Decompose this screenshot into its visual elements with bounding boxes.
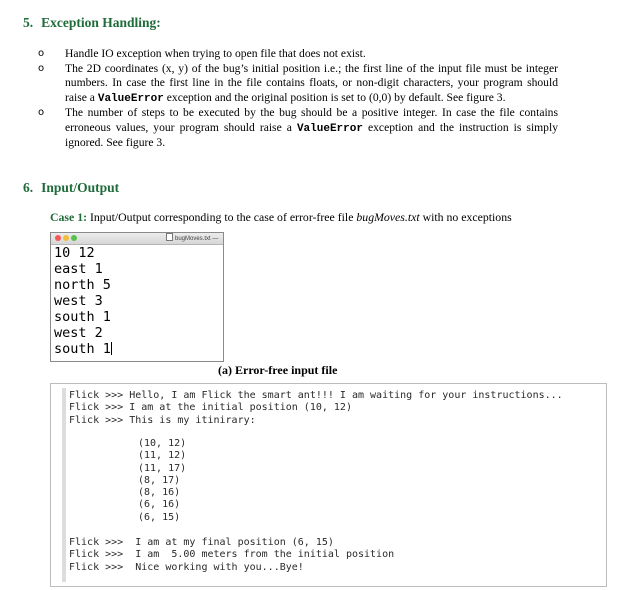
case-label: Case 1: bbox=[50, 210, 88, 224]
editor-line: south 1 bbox=[54, 341, 111, 357]
editor-line: 10 12 bbox=[54, 245, 95, 261]
console-line: Flick >>> Nice working with you...Bye! bbox=[69, 561, 304, 573]
text-editor-window bbox=[50, 232, 224, 362]
editor-line: north 5 bbox=[54, 277, 111, 293]
case-filename: bugMoves.txt bbox=[356, 210, 420, 224]
minimize-window-icon[interactable] bbox=[63, 235, 69, 241]
section-6-heading bbox=[23, 180, 119, 196]
bullet-text: The 2D coordinates (x, y) of the bug’s initial position i.e.; the first line of the input file must be integer numbers. In case the first line in the file contains floats, or non-digit characters, your program should raise a bbox=[65, 61, 558, 104]
itinerary-item: (11, 17) bbox=[138, 462, 187, 474]
itinerary-item: (6, 15) bbox=[138, 511, 181, 523]
document-icon bbox=[166, 233, 173, 241]
console-line: Flick >>> This is my itinirary: bbox=[69, 414, 256, 426]
bullet-item bbox=[38, 62, 558, 107]
bullet-item bbox=[38, 47, 558, 62]
itinerary-item: (8, 16) bbox=[138, 487, 181, 499]
itinerary-item: (8, 17) bbox=[138, 474, 181, 486]
section-number: 6. bbox=[23, 180, 34, 195]
editor-content[interactable] bbox=[51, 245, 223, 357]
console-line: Flick >>> I am at the initial position (10, 12) bbox=[69, 402, 352, 414]
case-text: Input/Output corresponding to the case of error-free file bbox=[87, 210, 357, 224]
figure-caption: (a) Error-free input file bbox=[218, 363, 338, 377]
itinerary-item: (11, 12) bbox=[138, 450, 187, 462]
itinerary-item: (10, 12) bbox=[138, 438, 187, 449]
bullet-text: exception and the instruction is simply ignored. See figure 3. bbox=[65, 120, 558, 149]
editor-line: west 3 bbox=[54, 293, 103, 309]
itinerary-list bbox=[138, 438, 186, 524]
editor-filename-text: bugMoves.txt bbox=[175, 236, 211, 242]
bullet-marker: o bbox=[38, 48, 45, 59]
section-number: 5. bbox=[23, 15, 34, 30]
section-5-heading bbox=[23, 15, 161, 31]
bullet-text: The number of steps to be executed by the bug should be a positive integer. In case the file contains erroneous values, your program should raise a bbox=[65, 106, 558, 134]
editor-titlebar bbox=[51, 233, 223, 245]
console-line: Flick >>> Hello, I am Flick the smart ant!!! I am waiting for your instructions... bbox=[69, 390, 563, 401]
bullet-text: exception and the original position is set to (0,0) by default. See figure 3. bbox=[163, 90, 506, 104]
text-caret bbox=[111, 342, 112, 355]
console-line: Flick >>> I am 5.00 meters from the initial position bbox=[69, 549, 395, 561]
exception-bullet-list bbox=[38, 47, 558, 151]
bullet-item bbox=[38, 106, 558, 151]
editor-line: west 2 bbox=[54, 325, 103, 341]
editor-line: east 1 bbox=[54, 261, 103, 277]
editor-line-last bbox=[54, 341, 223, 357]
editor-line: south 1 bbox=[54, 309, 111, 325]
console-output bbox=[50, 383, 607, 587]
editor-filename: bugMoves.txt — bbox=[166, 233, 218, 245]
close-window-icon[interactable] bbox=[55, 235, 61, 241]
itinerary-item: (6, 16) bbox=[138, 499, 181, 511]
section-title: Input/Output bbox=[41, 180, 120, 195]
console-footer bbox=[69, 537, 394, 574]
console-header bbox=[69, 390, 563, 427]
code-valueerror: ValueError bbox=[97, 92, 164, 105]
bullet-marker: o bbox=[38, 107, 45, 118]
console-margin-bar bbox=[62, 388, 66, 582]
code-valueerror: ValueError bbox=[296, 122, 363, 135]
bullet-marker: o bbox=[38, 62, 45, 74]
case-tail: with no exceptions bbox=[419, 210, 512, 224]
console-line: Flick >>> I am at my final position (6, 15) bbox=[69, 537, 334, 548]
section-title: Exception Handling: bbox=[41, 15, 161, 30]
zoom-window-icon[interactable] bbox=[71, 235, 77, 241]
bullet-text: Handle IO exception when trying to open file that does not exist. bbox=[65, 47, 366, 60]
case-1-description bbox=[50, 210, 512, 225]
